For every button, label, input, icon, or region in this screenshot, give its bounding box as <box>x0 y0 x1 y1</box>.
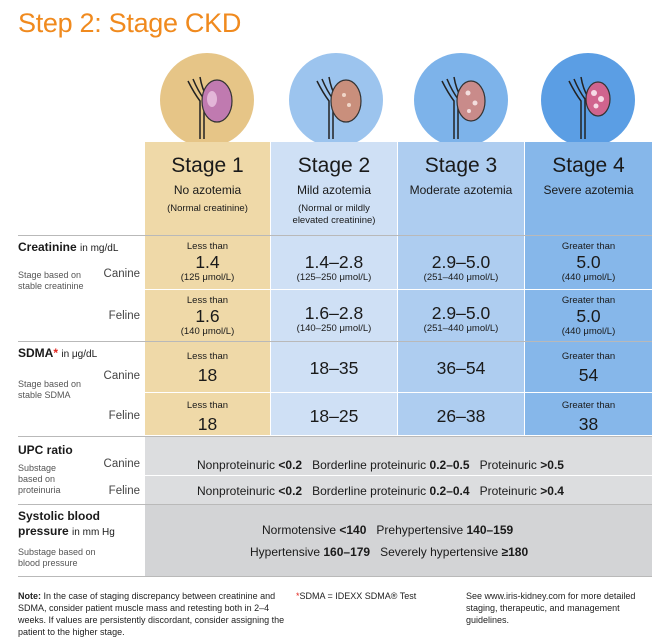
stage-description: No azotemia <box>173 183 242 197</box>
stage-description: Severe azotemia <box>543 183 634 197</box>
stage3-header <box>398 142 524 197</box>
creatinine-canine-stage1: Less than 1.4 (125 μmol/L) <box>180 241 235 283</box>
divider <box>98 392 652 393</box>
kidney-stage4-illustration <box>541 53 635 147</box>
footer-see-link: See www.iris-kidney.com for more detailed staging, therapeutic, and management guidelines. <box>466 591 636 625</box>
divider <box>145 475 652 476</box>
stage-note: (Normal or mildly elevated creatinine) <box>292 203 376 226</box>
creatinine-sublabel: Stage based on stable creatinine <box>18 270 84 291</box>
stage-name: Stage 2 <box>297 154 371 177</box>
upc-canine-label: Canine <box>103 458 140 470</box>
creatinine-feline-stage1: Less than 1.6 (140 μmol/L) <box>180 295 235 337</box>
page-title: Step 2: Stage CKD <box>18 8 242 38</box>
upc-feline-values: Nonproteinuric <0.2 Borderline proteinuric 0.2–0.4 Proteinuric >0.4 <box>197 484 564 498</box>
creatinine-label: Creatinine in mg/dL <box>18 240 119 254</box>
creatinine-canine-stage3: 2.9–5.0 (251–440 μmol/L) <box>423 252 499 283</box>
sdma-feline-stage4: Greater than 38 <box>561 400 616 434</box>
creatinine-feline-stage2: 1.6–2.8 (140–250 μmol/L) <box>296 303 372 334</box>
stage1-header <box>145 142 270 215</box>
kidney-stage1-illustration <box>160 53 254 147</box>
stage-name: Stage 3 <box>424 154 498 177</box>
stage-name: Stage 1 <box>171 154 244 177</box>
creatinine-feline-label: Feline <box>108 310 140 322</box>
footer-sdma-definition: *SDMA = IDEXX SDMA® Test <box>296 591 417 601</box>
upc-label: UPC ratio <box>18 443 73 457</box>
kidney-icon <box>541 53 635 147</box>
sdma-canine-stage2: 18–35 <box>309 358 359 378</box>
sdma-canine-stage4: Greater than 54 <box>561 351 616 385</box>
stage-name: Stage 4 <box>552 154 625 177</box>
creatinine-feline-stage3: 2.9–5.0 (251–440 μmol/L) <box>423 303 499 334</box>
stage-note: (Normal creatinine) <box>167 203 248 214</box>
bp-row2: Hypertensive 160–179 Severely hypertensive ≥180 <box>250 545 529 559</box>
stage4-header <box>525 142 652 197</box>
sdma-feline-stage1: Less than 18 <box>186 400 229 434</box>
divider <box>18 576 652 577</box>
creatinine-canine-label: Canine <box>103 268 140 280</box>
sdma-feline-stage3: 26–38 <box>436 406 486 426</box>
bp-band <box>145 505 652 576</box>
sdma-label: SDMA* in μg/dL <box>18 346 98 360</box>
stage-description: Mild azotemia <box>296 183 372 197</box>
upc-canine-values: Nonproteinuric <0.2 Borderline proteinuric 0.2–0.5 Proteinuric >0.5 <box>197 458 564 472</box>
sdma-sublabel: Stage based on stable SDMA <box>18 379 82 400</box>
sdma-feline-stage2: 18–25 <box>309 406 359 426</box>
creatinine-feline-stage4: Greater than 5.0 (440 μmol/L) <box>561 295 616 337</box>
upc-feline-label: Feline <box>108 485 140 497</box>
sdma-canine-stage3: 36–54 <box>436 358 486 378</box>
stage2-header <box>271 142 397 227</box>
creatinine-canine-stage2: 1.4–2.8 (125–250 μmol/L) <box>296 252 372 283</box>
kidney-stage3-illustration <box>414 53 508 147</box>
kidney-icon <box>289 53 383 147</box>
bp-label: Systolic blood pressure in mm Hg <box>18 509 115 538</box>
divider <box>18 341 652 342</box>
divider <box>18 235 652 236</box>
sdma-feline-label: Feline <box>108 410 140 422</box>
bp-row1: Normotensive <140 Prehypertensive 140–159 <box>262 523 514 537</box>
upc-sublabel: Substage based on proteinuria <box>18 463 61 495</box>
kidney-icon <box>160 53 254 147</box>
footer-note: Note: In the case of staging discrepancy between creatinine and SDMA, consider patient muscle mass and retesting both in 2–4 weeks. If values are persistently discordant, consider assigning the patient to the higher stage. <box>18 591 285 637</box>
bp-sublabel: Substage based on blood pressure <box>18 547 96 568</box>
sdma-canine-stage1: Less than 18 <box>186 351 229 385</box>
creatinine-canine-stage4: Greater than 5.0 (440 μmol/L) <box>561 241 616 283</box>
kidney-icon <box>414 53 508 147</box>
kidney-stage2-illustration <box>289 53 383 147</box>
stage-description: Moderate azotemia <box>409 183 513 197</box>
sdma-canine-label: Canine <box>103 370 140 382</box>
divider <box>98 289 652 290</box>
